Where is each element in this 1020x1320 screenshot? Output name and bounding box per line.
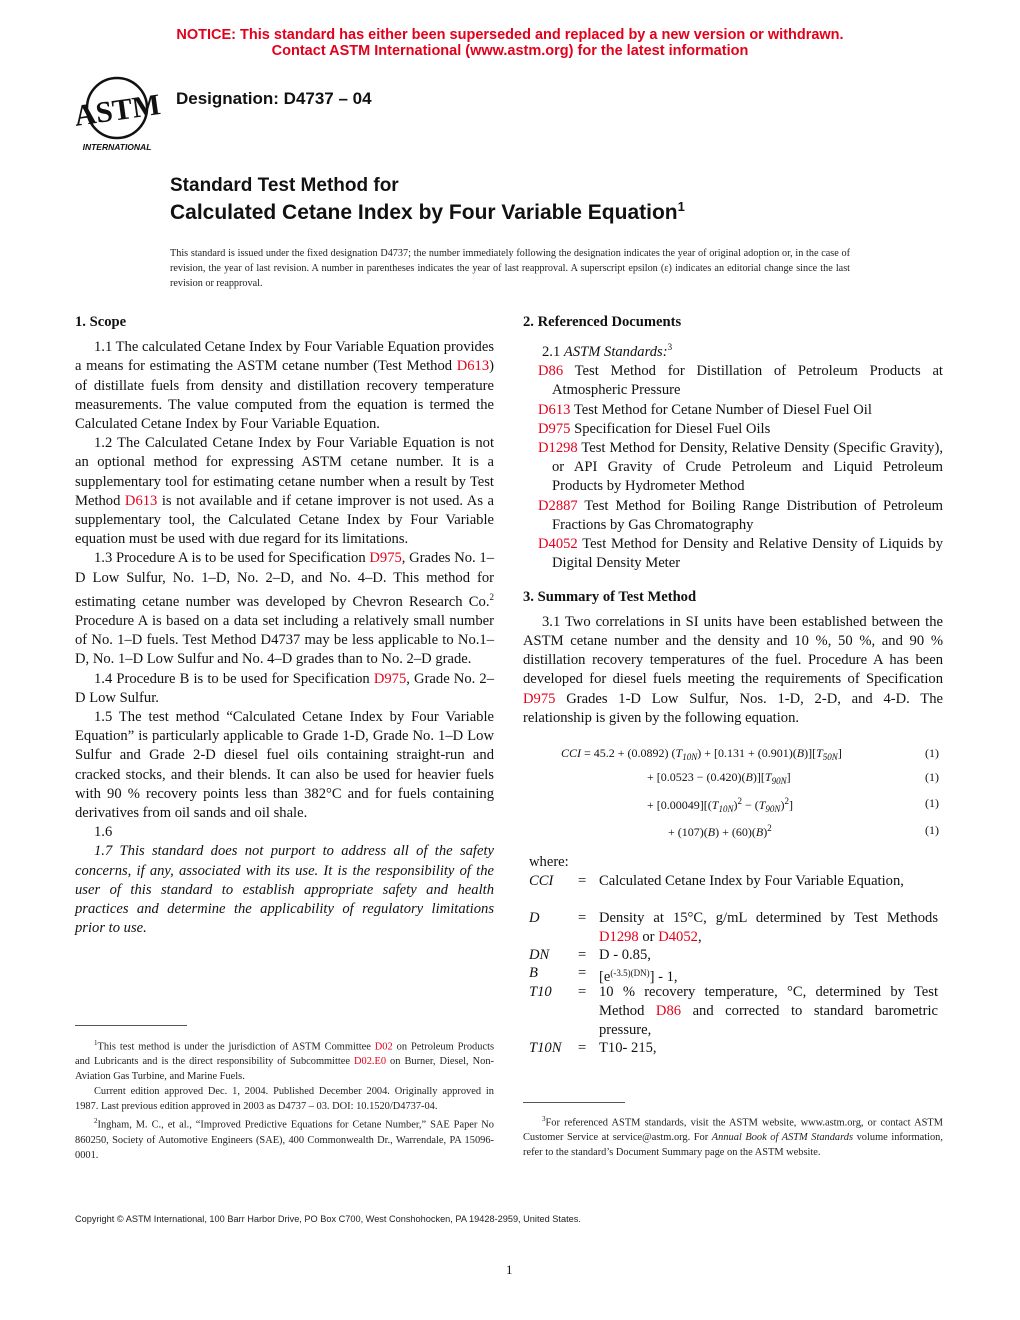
equation-number: (1) xyxy=(925,746,939,760)
def-text: D - 0.85, xyxy=(599,947,651,963)
para-1-2: 1.2 The Calculated Cetane Index by Four Variable Equation is not an optional method for expressing ASTM cetane number. It is a supplementary tool for estimating cetane number when a result by Test Method D613 is not available and if cetane improver is not used. As a supplementary tool, the Calculated Cetane Index by Four Variable equation must be used with due regard for its limitations. xyxy=(75,435,494,548)
para-1-5: 1.5 The test method “Calculated Cetane Index by Four Variable Equation” is particularly applicable to Grade 1-D, Grade No. 1–D Low Sulfur and Grade 2-D diesel fuel oils containing straight-run and cracked stocks, and their blends. It can also be used for heavier fuels with 90 % recovery points less than 382°C and for fuels containing derivatives from oil sands and oil shale. xyxy=(75,708,494,821)
para-1-4: 1.4 Procedure B is to be used for Specification D975, Grade No. 2–D Low Sulfur. xyxy=(75,670,494,706)
notice-line-2: Contact ASTM International (www.astm.org) for the latest information xyxy=(271,43,749,59)
right-column xyxy=(523,313,943,728)
scope-heading: 1. Scope xyxy=(75,314,127,330)
link-d4052[interactable]: D4052 xyxy=(538,536,578,553)
link-d86[interactable]: D86 xyxy=(655,1003,682,1019)
link-d975[interactable]: D975 xyxy=(523,690,556,707)
def-text: 10 % recovery temperature, °C, determined by Test Method D86 and corrected to standard barometric pressure, xyxy=(599,984,938,1038)
def-symbol: DN xyxy=(529,947,550,963)
footnote-rule-right xyxy=(523,1102,625,1103)
link-d02-e0[interactable]: D02.E0 xyxy=(354,1056,387,1068)
link-d613[interactable]: D613 xyxy=(124,492,158,509)
def-equals: = xyxy=(578,984,587,1000)
astm-logo xyxy=(70,74,164,154)
def-equals: = xyxy=(578,965,587,981)
ref-item: D86 Test Method for Distillation of Petroleum Products at Atmospheric Pressure xyxy=(538,363,943,399)
designation: Designation: D4737 – 04 xyxy=(176,89,372,108)
intro-paragraph: This standard is issued under the fixed designation D4737; the number immediately following the designation indicates the year of original adoption or, in the case of revision, the year of last revision. A number in parentheses indicates the year of last reapproval. A superscript epsilon (ε) indicates an editorial change since the last revision or reapproval. xyxy=(170,248,850,289)
ref-item: D1298 Test Method for Density, Relative Density (Specific Gravity), or API Gravity of Crude Petroleum and Liquid Petroleum Products by Hydrometer Method xyxy=(538,440,943,495)
footnote-rule-left xyxy=(75,1025,187,1026)
def-equals: = xyxy=(578,910,587,926)
link-d975[interactable]: D975 xyxy=(538,420,571,437)
def-symbol: CCI xyxy=(529,873,554,889)
summary-heading: 3. Summary of Test Method xyxy=(523,588,697,605)
para-3-1: 3.1 Two correlations in SI units have been established between the ASTM cetane number and the density and 10 %, 50 %, and 90 % distillation recovery temperatures of the fuel. Procedure A has been developed for diesel fuels meeting the requirements of Specification D975 Grades 1-D Low Sulfur, Nos. 1-D, 2-D, and 4-D. The relationship is given by the following equation. xyxy=(523,613,943,726)
where-label: where: xyxy=(529,854,569,870)
equation-line-3: + $[0.00049][(T_{10N})^2 - (T_{90N})^2]$ xyxy=(647,796,793,814)
def-equals: = xyxy=(578,1040,587,1056)
link-d1298[interactable]: D1298 xyxy=(599,929,639,945)
copyright: Copyright © ASTM International, 100 Barr Harbor Drive, PO Box C700, West Conshohocken, PA 19428-2959, United States. xyxy=(75,1214,581,1224)
equation-number: (1) xyxy=(925,823,939,837)
footnote-right: $^3$For referenced ASTM standards, visit the ASTM website, www.astm.org, or contact ASTM Customer Service at service@astm.org. For Annual Book of ASTM Standards volume information, refer to the standard’s Document Summary page on the ASTM website. xyxy=(523,1115,943,1159)
equation-line-4: + $(107)(B) + (60)(B)^2$ xyxy=(668,823,772,839)
title-note: 1 xyxy=(677,199,685,214)
page-number: 1 xyxy=(506,1262,513,1277)
link-d4052[interactable]: D4052 xyxy=(658,929,698,945)
logo-mark: ASTM xyxy=(72,88,163,133)
left-column xyxy=(75,313,494,938)
para-1-3: 1.3 Procedure A is to be used for Specification D975, Grades No. 1–D Low Sulfur, No. 1–D, No. 2–D, and No. 4–D. This method for estimating cetane number was developed by Chevron Research Co.$^2$ Procedure A is based on a data set including a relatively small number of No. 1–D fuels. Test Method D4737 may be less applicable to No.1–D, No. 1–D Low Sulfur and No. 4–D grades than to No. 2–D grade. xyxy=(75,550,494,668)
def-equals: = xyxy=(578,873,587,889)
link-d975[interactable]: D975 xyxy=(369,550,402,567)
notice-line-1: NOTICE: This standard has either been superseded and replaced by a new version or withdrawn. xyxy=(176,27,844,43)
ref-item: D2887 Test Method for Boiling Range Distribution of Petroleum Fractions by Gas Chromatography xyxy=(538,497,943,533)
para-1-6: 1.6 xyxy=(94,824,113,841)
link-d613[interactable]: D613 xyxy=(456,358,490,375)
link-d975[interactable]: D975 xyxy=(373,670,407,687)
link-d1298[interactable]: D1298 xyxy=(538,440,578,457)
title-text: Calculated Cetane Index by Four Variable Equation xyxy=(170,201,678,224)
def-text: Calculated Cetane Index by Four Variable Equation, xyxy=(599,873,904,889)
def-symbol: B xyxy=(529,965,538,981)
refs-subheading: 2.1 ASTM Standards:$^3$ xyxy=(542,342,673,361)
ref-item: D975 Specification for Diesel Fuel Oils xyxy=(538,420,771,437)
equation-number: (1) xyxy=(925,796,939,810)
equation-number: (1) xyxy=(925,770,939,784)
para-1-7: 1.7 This standard does not purport to address all of the safety concerns, if any, associated with its use. It is the responsibility of the user of this standard to establish appropriate safety and health practices and determine the applicability of regulatory limitations prior to use. xyxy=(75,843,494,937)
def-symbol: D xyxy=(529,910,540,926)
def-text: Density at 15°C, g/mL determined by Test Methods D1298 or D4052, xyxy=(599,910,938,945)
para-1-1: 1.1 The calculated Cetane Index by Four Variable Equation provides a means for estimating the ASTM cetane number (Test Method D613) of distillate fuels from density and distillation recovery temperature measurements. The value computed from the equation is termed the Calculated Cetane Index by Four Variable Equation. xyxy=(75,339,494,433)
def-symbol: T10 xyxy=(529,984,552,1000)
def-equals: = xyxy=(578,947,587,963)
def-symbol: T10N xyxy=(529,1040,562,1056)
ref-item: D613 Test Method for Cetane Number of Diesel Fuel Oil xyxy=(538,401,872,418)
title-line-2 xyxy=(170,199,685,225)
equation-line-1: CCI = 45.2 + (0.0892) $(T_{10N}) + [0.131 + (0.901)(B)][T_{50N}]$ xyxy=(561,746,842,762)
refs-heading: 2. Referenced Documents xyxy=(523,314,682,330)
equation-line-2: + $[0.0523 - (0.420)(B)][T_{90N}]$ xyxy=(647,770,791,786)
def-text: T10- 215, xyxy=(599,1040,657,1056)
title-line-1: Standard Test Method for xyxy=(170,175,399,196)
link-d2887[interactable]: D2887 xyxy=(538,497,578,514)
footnotes-left: $^1$This test method is under the jurisdiction of ASTM Committee D02 on Petroleum Products and Lubricants and is the direct responsibility of Subcommittee D02.E0 on Burner, Diesel, Non-Aviation Gas Turbine, and Marine Fuels. Current edition approved Dec. 1, 2004. Published December 2004. Originally approved in 1987. Last previous edition approved in 2003 as D4737 – 03. DOI: 10.1520/D4737-04. $^2$Ingham, M. C., et al., “Improved Predictive Equations for Cetane Number,” SAE Paper No 860250, Society of Automotive Engineers (SAE), 400 Commonwealth Dr., Warrendale, PA 15096-0001. xyxy=(75,1039,494,1161)
link-d613[interactable]: D613 xyxy=(538,401,571,418)
logo-sub: INTERNATIONAL xyxy=(82,142,152,152)
ref-item: D4052 Test Method for Density and Relative Density of Liquids by Digital Density Meter xyxy=(538,536,943,572)
def-text: $[e^{(-3.5)(DN)}] - 1$, xyxy=(599,968,678,985)
link-d86[interactable]: D86 xyxy=(538,363,564,380)
link-d02[interactable]: D02 xyxy=(374,1041,393,1053)
